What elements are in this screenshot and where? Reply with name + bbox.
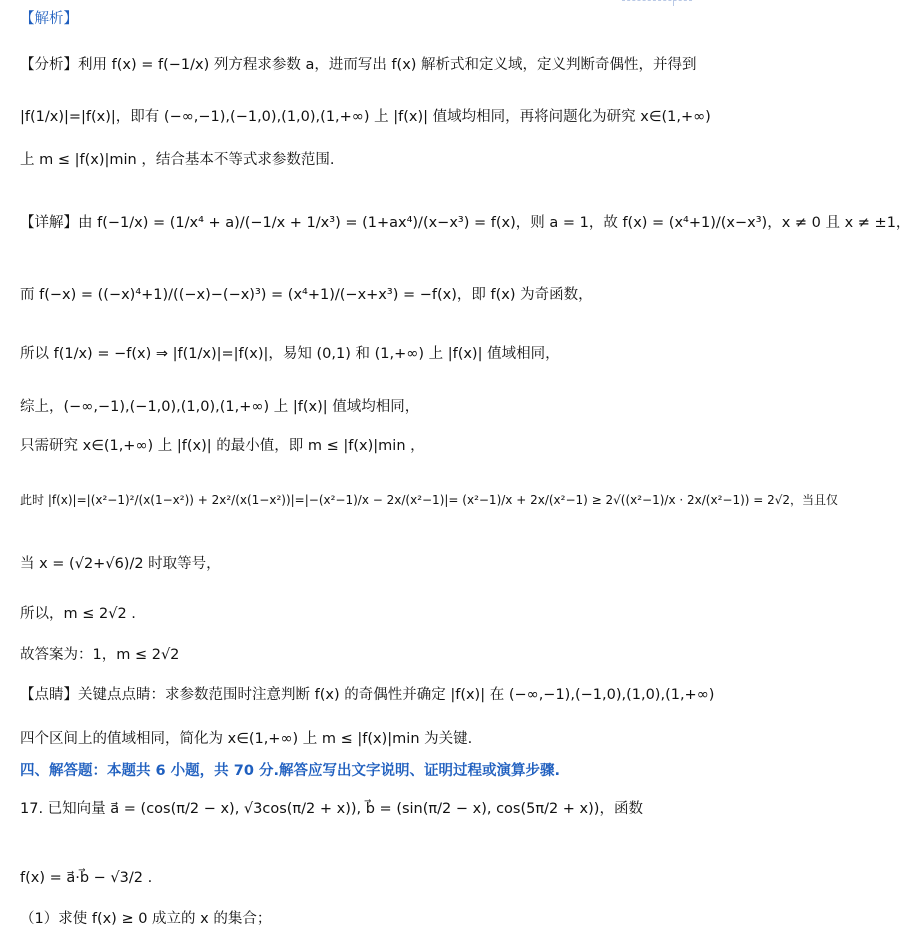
comment-line-1: 【点睛】关键点点睛：求参数范围时注意判断 f(x) 的奇偶性并确定 |f(x)| 在 (−∞,−1),(−1,0),(1,0),(1,+∞) (20, 687, 715, 703)
page-corner-mark (673, 0, 688, 6)
analysis-line-2: |f(1/x)|=|f(x)|，即有 (−∞,−1),(−1,0),(1,0),(1,+∞) 上 |f(x)| 值域均相同，再将问题化为研究 x∈(1,+∞) (20, 109, 711, 125)
section-title: 四、解答题：本题共 6 小题，共 70 分.解答应写出文字说明、证明过程或演算步骤. (20, 763, 560, 779)
detail-line-8: 所以，m ≤ 2√2 . (20, 606, 136, 622)
analysis-line-1: 【分析】利用 f(x) = f(−1/x) 列方程求参数 a，进而写出 f(x) 解析式和定义域，定义判断奇偶性，并得到 (20, 57, 697, 73)
detail-line-2: 而 f(−x) = ((−x)⁴+1)/((−x)−(−x)³) = (x⁴+1)/(−x+x³) = −f(x)，即 f(x) 为奇函数， (20, 287, 593, 303)
solution-header-tag: 【解析】 (20, 11, 78, 27)
analysis-line-3: 上 m ≤ |f(x)|min ，结合基本不等式求参数范围. (20, 152, 335, 168)
detail-line-1: 【详解】由 f(−1/x) = (1/x⁴ + a)/(−1/x + 1/x³) = (1+ax⁴)/(x−x³) = f(x)，则 a = 1，故 f(x) = (x⁴+1)/(x−x³)，x ≠ 0 且 x ≠ ±1， (20, 215, 910, 231)
problem17-line-1: 17. 已知向量 a⃗ = (cos(π/2 − x), √3cos(π/2 + x)), b⃗ = (sin(π/2 − x), cos(5π/2 + x))，函数 (20, 801, 643, 817)
detail-line-9: 故答案为：1，m ≤ 2√2 (20, 647, 180, 663)
detail-line-4: 综上，(−∞,−1),(−1,0),(1,0),(1,+∞) 上 |f(x)| 值域均相同， (20, 399, 420, 415)
problem17-line-3: （1）求使 f(x) ≥ 0 成立的 x 的集合； (20, 911, 272, 927)
detail-line-5: 只需研究 x∈(1,+∞) 上 |f(x)| 的最小值，即 m ≤ |f(x)|min ， (20, 438, 425, 454)
detail-line-3: 所以 f(1/x) = −f(x) ⇒ |f(1/x)|=|f(x)|，易知 (0,1) 和 (1,+∞) 上 |f(x)| 值域相同， (20, 346, 560, 362)
comment-line-2: 四个区间上的值域相同，简化为 x∈(1,+∞) 上 m ≤ |f(x)|min 为关键. (20, 731, 473, 747)
detail-line-6: 此时 |f(x)|=|(x²−1)²/(x(1−x²)) + 2x²/(x(1−x²))|=|−(x²−1)/x − 2x/(x²−1)|= (x²−1)/x + 2x/(x²−1) ≥ 2√((x²−1)/x · 2x/(x²−1)) = 2√2，当且仅 (20, 493, 839, 507)
detail-line-7: 当 x = (√2+√6)/2 时取等号， (20, 556, 221, 572)
problem17-line-2: f(x) = a⃗·b⃗ − √3/2 . (20, 870, 153, 886)
